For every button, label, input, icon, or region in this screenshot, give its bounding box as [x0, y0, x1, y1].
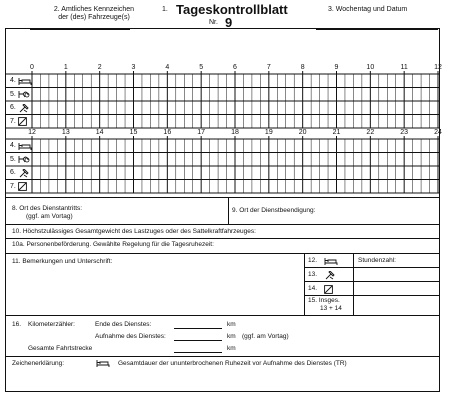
- time-cell[interactable]: [100, 166, 134, 180]
- time-cell[interactable]: [404, 180, 438, 194]
- time-cell[interactable]: [235, 101, 269, 115]
- row-number: 6.: [10, 169, 16, 176]
- sheet-number: 9: [225, 15, 233, 30]
- km-unit: km: [227, 321, 236, 328]
- row-number: 5.: [10, 155, 16, 163]
- time-cell[interactable]: [337, 166, 371, 180]
- time-cell[interactable]: [32, 180, 66, 194]
- section8-label: [12, 205, 82, 220]
- time-cell[interactable]: [66, 139, 100, 153]
- row-number: 5.: [10, 90, 16, 98]
- time-cell[interactable]: [66, 88, 100, 102]
- row-number: 7.: [10, 117, 16, 125]
- divider: [304, 295, 439, 296]
- hour-label: 8: [300, 64, 305, 71]
- time-cell[interactable]: [370, 74, 404, 88]
- steering-wheel-icon: [18, 155, 30, 164]
- divider: [304, 253, 305, 315]
- time-cell[interactable]: [235, 88, 269, 102]
- odometer-end-label: Ende des Dienstes:: [95, 321, 152, 328]
- time-cell[interactable]: [370, 180, 404, 194]
- time-cell[interactable]: [370, 115, 404, 129]
- summary-row-number: 14.: [308, 285, 318, 292]
- time-cell[interactable]: [100, 115, 134, 129]
- hour-label: 0: [30, 64, 34, 71]
- time-cell[interactable]: [66, 166, 100, 180]
- time-cell[interactable]: [201, 88, 235, 102]
- section9-label: 9. Ort der Dienstbeendigung:: [232, 207, 316, 214]
- time-cell[interactable]: [269, 74, 303, 88]
- time-cell[interactable]: [201, 115, 235, 129]
- hour-label: 10: [366, 64, 375, 71]
- time-cell[interactable]: [337, 139, 371, 153]
- time-cell[interactable]: [167, 180, 201, 194]
- row-number: 4.: [10, 142, 16, 149]
- hour-label: 1: [63, 64, 68, 71]
- km-unit: km: [227, 345, 236, 352]
- hour-label: 16: [163, 129, 172, 136]
- divider: [6, 197, 439, 198]
- hour-label: 12: [28, 129, 36, 136]
- time-cell[interactable]: [235, 74, 269, 88]
- section10a-label: 10a. Personenbeförderung. Gewählte Regelung für die Tagesruhezeit:: [12, 241, 214, 248]
- km-unit: km: [227, 333, 236, 340]
- hour-label: 17: [197, 129, 206, 136]
- time-cell[interactable]: [201, 101, 235, 115]
- time-cell[interactable]: [269, 101, 303, 115]
- time-cell[interactable]: [269, 180, 303, 194]
- time-cell[interactable]: [269, 166, 303, 180]
- time-cell[interactable]: [235, 153, 269, 167]
- time-cell[interactable]: [337, 74, 371, 88]
- hammer-icon: [324, 271, 335, 280]
- time-cell[interactable]: [134, 153, 168, 167]
- time-cell[interactable]: [370, 166, 404, 180]
- time-cell[interactable]: [235, 139, 269, 153]
- time-cell[interactable]: [32, 101, 66, 115]
- odometer-start-note: (ggf. am Vortag): [242, 333, 289, 340]
- hour-label: 18: [231, 129, 239, 136]
- time-cell[interactable]: [66, 74, 100, 88]
- hammer-icon: [18, 169, 29, 178]
- hour-label: 21: [332, 129, 341, 136]
- steering-wheel-icon: [18, 90, 30, 99]
- time-cell[interactable]: [66, 180, 100, 194]
- daily-control-sheet: [5, 28, 440, 392]
- summary-row-number: 12.: [308, 257, 318, 264]
- plate-label-line2: der (des) Fahrzeuge(s): [58, 14, 130, 21]
- time-cell[interactable]: [201, 180, 235, 194]
- time-cell[interactable]: [134, 88, 168, 102]
- total-line1: 15. Insges.: [308, 297, 340, 304]
- hours-field[interactable]: [354, 281, 438, 294]
- time-cell[interactable]: [201, 153, 235, 167]
- time-cell[interactable]: [404, 139, 438, 153]
- time-cell[interactable]: [201, 166, 235, 180]
- total-distance-field[interactable]: [174, 352, 222, 353]
- time-cell[interactable]: [32, 139, 66, 153]
- time-cell[interactable]: [370, 153, 404, 167]
- time-cell[interactable]: [100, 88, 134, 102]
- time-cell[interactable]: [404, 166, 438, 180]
- hour-label: 2: [97, 64, 102, 71]
- time-cell[interactable]: [370, 88, 404, 102]
- section8-line2: (ggf. am Vortag): [26, 212, 73, 220]
- bed-icon: [324, 257, 338, 266]
- time-cell[interactable]: [303, 139, 337, 153]
- time-cell[interactable]: [134, 139, 168, 153]
- odometer-start-field[interactable]: [174, 340, 222, 341]
- hour-label: 14: [95, 129, 104, 136]
- time-cell[interactable]: [235, 180, 269, 194]
- odometer-start-label: Aufnahme des Dienstes:: [95, 333, 166, 340]
- time-cell[interactable]: [32, 74, 66, 88]
- time-cell[interactable]: [167, 153, 201, 167]
- hour-label: 12: [434, 64, 442, 71]
- time-cell[interactable]: [269, 139, 303, 153]
- total-line2: 13 + 14: [320, 304, 342, 312]
- hour-label: 11: [400, 64, 408, 71]
- odometer-title: Kilometerzähler:: [28, 321, 75, 328]
- legend-label: Zeichenerklärung:: [12, 360, 65, 367]
- plate-label-line1: 2. Amtliches Kennzeichen: [53, 6, 135, 13]
- time-cell[interactable]: [100, 139, 134, 153]
- time-cell[interactable]: [167, 166, 201, 180]
- section16-number: 16.: [12, 321, 22, 328]
- section10-label: 10. Höchstzulässiges Gesamtgewicht des Lastzuges oder des Sattelkraftfahrzeuges:: [12, 228, 256, 235]
- time-cell[interactable]: [404, 101, 438, 115]
- time-cell[interactable]: [337, 88, 371, 102]
- time-cell[interactable]: [167, 88, 201, 102]
- hours-count-header: Stundenzahl:: [358, 257, 396, 264]
- section8-line1: 8. Ort des Dienstantritts:: [12, 205, 83, 212]
- time-cell[interactable]: [303, 166, 337, 180]
- time-cell[interactable]: [134, 180, 168, 194]
- box-slash-icon: [18, 182, 27, 191]
- time-cell[interactable]: [32, 88, 66, 102]
- time-cell[interactable]: [100, 180, 134, 194]
- hour-label: 22: [366, 129, 375, 136]
- time-cell[interactable]: [303, 153, 337, 167]
- time-cell[interactable]: [404, 74, 438, 88]
- page-title: Tageskontrollblatt: [176, 2, 288, 17]
- weekday-label: 3. Wochentag und Datum: [328, 6, 408, 13]
- time-cell[interactable]: [269, 88, 303, 102]
- bed-icon: [18, 142, 32, 151]
- time-cell[interactable]: [32, 166, 66, 180]
- total-distance-label: Gesamte Fahrtstrecke: [28, 345, 93, 352]
- time-cell[interactable]: [134, 166, 168, 180]
- time-cell[interactable]: [66, 101, 100, 115]
- divider: [6, 356, 439, 357]
- hour-label: 3: [131, 64, 136, 71]
- row-number: 6.: [10, 104, 16, 111]
- time-cell[interactable]: [303, 180, 337, 194]
- time-cell[interactable]: [32, 153, 66, 167]
- time-cell[interactable]: [134, 115, 168, 129]
- time-cell[interactable]: [235, 166, 269, 180]
- divider: [228, 197, 229, 224]
- time-cell[interactable]: [167, 74, 201, 88]
- title-number: 1.: [162, 6, 168, 13]
- time-cell[interactable]: [303, 115, 337, 129]
- time-cell[interactable]: [66, 153, 100, 167]
- time-cell[interactable]: [404, 115, 438, 129]
- hours-field[interactable]: [354, 267, 438, 280]
- hour-label: 6: [233, 64, 237, 71]
- hour-label: 19: [264, 129, 273, 136]
- time-cell[interactable]: [100, 74, 134, 88]
- time-cell[interactable]: [134, 74, 168, 88]
- time-cell[interactable]: [337, 115, 371, 129]
- hour-label: 24: [434, 129, 442, 136]
- time-cell[interactable]: [404, 153, 438, 167]
- bed-icon: [18, 77, 32, 86]
- box-slash-icon: [18, 117, 27, 126]
- hour-label: 13: [61, 129, 70, 136]
- time-cell[interactable]: [269, 153, 303, 167]
- divider: [6, 253, 439, 254]
- summary-row-number: 13.: [308, 271, 318, 278]
- time-cell[interactable]: [337, 101, 371, 115]
- time-cell[interactable]: [337, 153, 371, 167]
- time-cell[interactable]: [370, 139, 404, 153]
- time-cell[interactable]: [337, 180, 371, 194]
- hour-label: 23: [400, 129, 409, 136]
- section11-label: 11. Bemerkungen und Unterschrift:: [12, 258, 113, 265]
- time-cell[interactable]: [32, 115, 66, 129]
- divider: [6, 238, 439, 239]
- time-cell[interactable]: [201, 139, 235, 153]
- nr-label: Nr.: [209, 19, 218, 26]
- hour-label: 9: [334, 64, 339, 71]
- time-cell[interactable]: [167, 139, 201, 153]
- hour-label: 7: [266, 64, 271, 71]
- hour-label: 5: [199, 64, 204, 71]
- row-number: 4.: [10, 77, 16, 84]
- time-cell[interactable]: [404, 88, 438, 102]
- legend-text: Gesamtdauer der ununterbrochenen Ruhezeit vor Aufnahme des Dienstes (TR): [118, 360, 347, 367]
- time-cell[interactable]: [303, 74, 337, 88]
- plate-label: [34, 6, 154, 22]
- hour-label: 15: [129, 129, 138, 136]
- row-number: 7.: [10, 182, 16, 190]
- odometer-end-field[interactable]: [174, 328, 222, 329]
- hour-label: 4: [165, 64, 170, 71]
- time-cell[interactable]: [201, 74, 235, 88]
- time-cell[interactable]: [100, 101, 134, 115]
- divider: [6, 315, 439, 316]
- time-cell[interactable]: [100, 153, 134, 167]
- time-cell[interactable]: [370, 101, 404, 115]
- time-cell[interactable]: [235, 115, 269, 129]
- time-cell[interactable]: [134, 101, 168, 115]
- bed-icon: [96, 359, 110, 370]
- time-cell[interactable]: [167, 115, 201, 129]
- time-cell[interactable]: [66, 115, 100, 129]
- hammer-icon: [18, 104, 29, 113]
- hour-label: 20: [298, 129, 307, 136]
- divider: [6, 224, 439, 225]
- time-cell[interactable]: [167, 101, 201, 115]
- time-cell[interactable]: [269, 115, 303, 129]
- time-cell[interactable]: [303, 88, 337, 102]
- time-cell[interactable]: [303, 101, 337, 115]
- box-slash-icon: [324, 285, 333, 294]
- total-label: [308, 297, 342, 312]
